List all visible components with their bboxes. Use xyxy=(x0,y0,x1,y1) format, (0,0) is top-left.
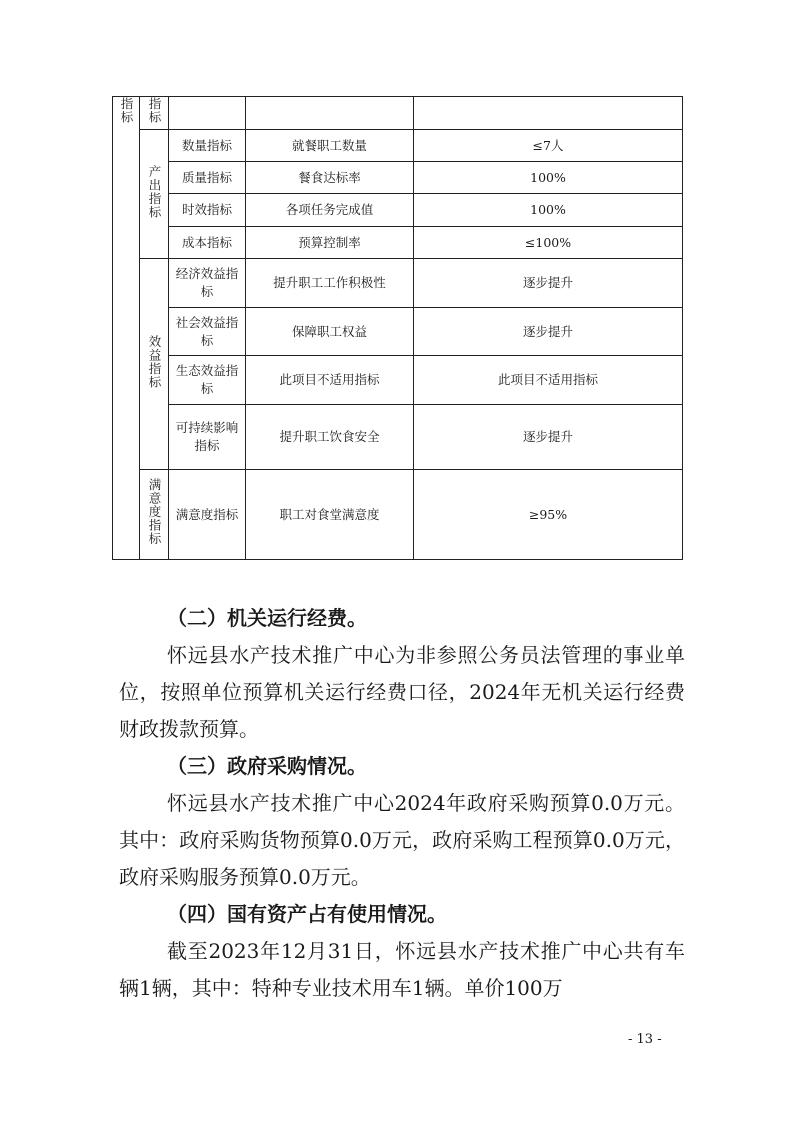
body-text xyxy=(119,600,685,1007)
table-row xyxy=(113,470,683,560)
indicator-item: 提升职工工作积极性 xyxy=(246,259,414,308)
level1-indicator-label: 指标 xyxy=(119,97,134,124)
indicator-name: 生态效益指标 xyxy=(169,356,246,405)
performance-indicator-table xyxy=(112,96,683,560)
indicator-name: 满意度指标 xyxy=(169,470,246,560)
indicator-value: 逐步提升 xyxy=(414,259,683,308)
table-row xyxy=(113,356,683,405)
indicator-item: 提升职工饮食安全 xyxy=(246,405,414,470)
indicator-value: ≤100% xyxy=(414,227,683,259)
section-heading: （三）政府采购情况。 xyxy=(167,754,367,778)
table-cell-empty xyxy=(414,97,683,130)
page-number: - 13 - xyxy=(628,1032,662,1047)
indicator-value: 此项目不适用指标 xyxy=(414,356,683,405)
indicator-name: 可持续影响指标 xyxy=(169,405,246,470)
indicator-value: 逐步提升 xyxy=(414,405,683,470)
table-row xyxy=(113,405,683,470)
level1-indicator-cell xyxy=(113,97,140,560)
section-paragraph: 怀远县水产技术推广中心为非参照公务员法管理的事业单位，按照单位预算机关运行经费口径，2024年无机关运行经费财政拨款预算。 xyxy=(119,643,685,741)
table-cell-empty xyxy=(169,97,246,130)
table-row xyxy=(113,162,683,194)
indicator-item: 预算控制率 xyxy=(246,227,414,259)
indicator-value: ≤7人 xyxy=(414,130,683,162)
section-heading: （二）机关运行经费。 xyxy=(167,606,367,630)
section-paragraph: 截至2023年12月31日，怀远县水产技术推广中心共有车辆1辆，其中：特种专业技术用车1辆。单价100万 xyxy=(119,939,685,1000)
indicator-item: 就餐职工数量 xyxy=(246,130,414,162)
indicator-name: 成本指标 xyxy=(169,227,246,259)
section-heading: （四）国有资产占有使用情况。 xyxy=(167,902,447,926)
indicator-value: 100% xyxy=(414,162,683,194)
table-row xyxy=(113,194,683,227)
table-cell-empty xyxy=(246,97,414,130)
indicator-value: ≥95% xyxy=(414,470,683,560)
indicator-item: 此项目不适用指标 xyxy=(246,356,414,405)
indicator-item: 餐食达标率 xyxy=(246,162,414,194)
table-row xyxy=(113,227,683,259)
indicator-item: 各项任务完成值 xyxy=(246,194,414,227)
indicator-item: 职工对食堂满意度 xyxy=(246,470,414,560)
table-row xyxy=(113,259,683,308)
indicator-name: 经济效益指标 xyxy=(169,259,246,308)
indicator-value: 100% xyxy=(414,194,683,227)
level2-indicator-cell xyxy=(140,97,169,130)
indicator-value: 逐步提升 xyxy=(414,308,683,356)
satisfaction-indicator-group: 满意度指标 xyxy=(140,470,169,560)
indicator-item: 保障职工权益 xyxy=(246,308,414,356)
level2-indicator-label: 指标 xyxy=(147,97,162,124)
indicator-name: 时效指标 xyxy=(169,194,246,227)
section-paragraph: 怀远县水产技术推广中心2024年政府采购预算0.0万元。其中：政府采购货物预算0.0万元，政府采购工程预算0.0万元，政府采购服务预算0.0万元。 xyxy=(119,791,685,889)
output-indicator-group: 产出指标 xyxy=(140,130,169,259)
table-row xyxy=(113,130,683,162)
table-row xyxy=(113,308,683,356)
indicator-name: 数量指标 xyxy=(169,130,246,162)
benefit-indicator-group: 效益指标 xyxy=(140,259,169,470)
indicator-name: 社会效益指标 xyxy=(169,308,246,356)
indicator-name: 质量指标 xyxy=(169,162,246,194)
